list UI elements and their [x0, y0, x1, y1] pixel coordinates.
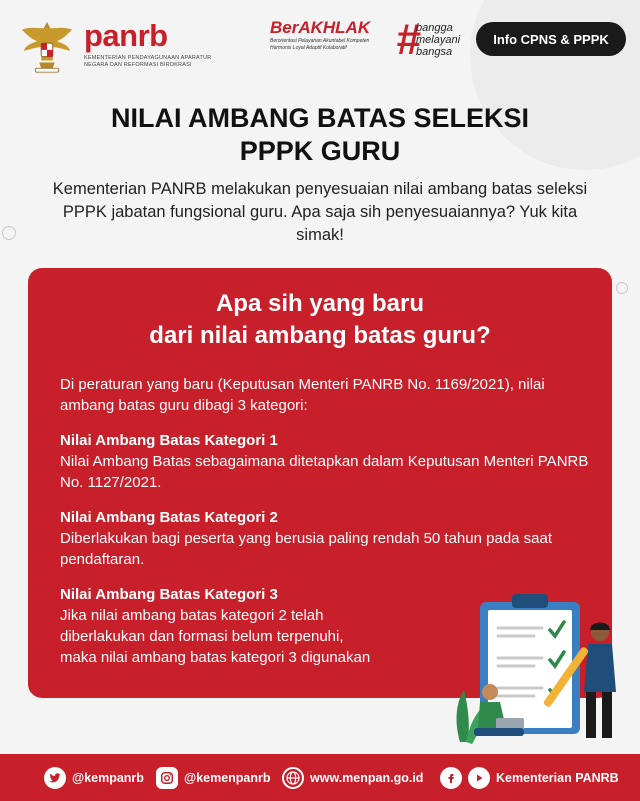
bangga-melayani-logo [396, 15, 468, 64]
checklist-illustration-icon [450, 572, 640, 752]
website-url: www.menpan.go.id [310, 770, 424, 785]
bangga-line: bangga [416, 22, 453, 34]
instagram-handle: @kemenpanrb [184, 770, 271, 785]
title-line: NILAI AMBANG BATAS SELEKSI [111, 103, 529, 133]
title-line: PPPK GURU [239, 136, 401, 166]
bangga-line: melayani [416, 34, 461, 46]
footer-bar [0, 754, 640, 801]
website-link[interactable] [282, 754, 423, 801]
twitter-icon [44, 767, 66, 789]
bg-decoration-ring [616, 282, 628, 294]
hashtag-icon: # [396, 15, 421, 64]
category-title: Nilai Ambang Batas Kategori 2 [60, 509, 278, 526]
instagram-icon [156, 767, 178, 789]
twitter-handle: @kempanrb [72, 770, 144, 785]
berakhlak-logo [270, 18, 388, 51]
category-text: Jika nilai ambang batas kategori 2 telah [60, 607, 324, 624]
category-item [60, 507, 590, 570]
category-text: Diberlakukan bagi peserta yang berusia paling rendah 50 tahun pada saat pendaftaran. [60, 530, 553, 568]
berakhlak-wordmark: BerAKHLAK [270, 18, 371, 37]
intro-paragraph: Kementerian PANRB melakukan penyesuaian nilai ambang batas seleksi PPPK jabatan fungsional guru. Apa saja sih penyesuaiannya? Yuk kita simak! [52, 180, 588, 244]
card-heading [58, 288, 582, 352]
category-title: Nilai Ambang Batas Kategori 3 [60, 586, 278, 603]
card-lead: Di peraturan yang baru (Keputusan Menteri PANRB No. 1169/2021), nilai ambang batas guru dibagi 3 kategori: [60, 376, 545, 414]
category-text: Nilai Ambang Batas sebagaimana ditetapkan dalam Keputusan Menteri PANRB No. 1127/2021. [60, 453, 589, 491]
instagram-link[interactable] [156, 754, 271, 801]
globe-icon [282, 767, 304, 789]
youtube-icon [468, 767, 490, 789]
panrb-subtitle: KEMENTERIAN PENDAYAGUNAAN APARATUR NEGARA DAN REFORMASI BIROKRASI [84, 55, 212, 68]
social-channel-link[interactable] [440, 754, 619, 801]
info-cpns-pppk-badge: Info CPNS & PPPK [476, 22, 626, 56]
page-title [40, 102, 600, 168]
panrb-logo [84, 20, 214, 69]
channel-name: Kementerian PANRB [496, 770, 619, 785]
panrb-wordmark: panrb [84, 18, 168, 53]
category-title: Nilai Ambang Batas Kategori 1 [60, 432, 278, 449]
berakhlak-subtitle: Berorientasi Pelayanan Akuntabel Kompeten Harmonis Loyal Adaptif Kolaboratif [270, 38, 370, 51]
card-heading-line: dari nilai ambang batas guru? [149, 322, 491, 349]
twitter-link[interactable] [44, 754, 144, 801]
category-text: maka nilai ambang batas kategori 3 digunakan [60, 649, 371, 666]
category-item [60, 430, 590, 493]
facebook-icon [440, 767, 462, 789]
bg-decoration-ring [2, 226, 16, 240]
header [0, 0, 640, 90]
garuda-emblem-icon [18, 18, 76, 76]
category-text: diberlakukan dan formasi belum terpenuhi, [60, 628, 344, 645]
bangga-line: bangsa [416, 46, 453, 58]
card-heading-line: Apa sih yang baru [215, 290, 425, 317]
